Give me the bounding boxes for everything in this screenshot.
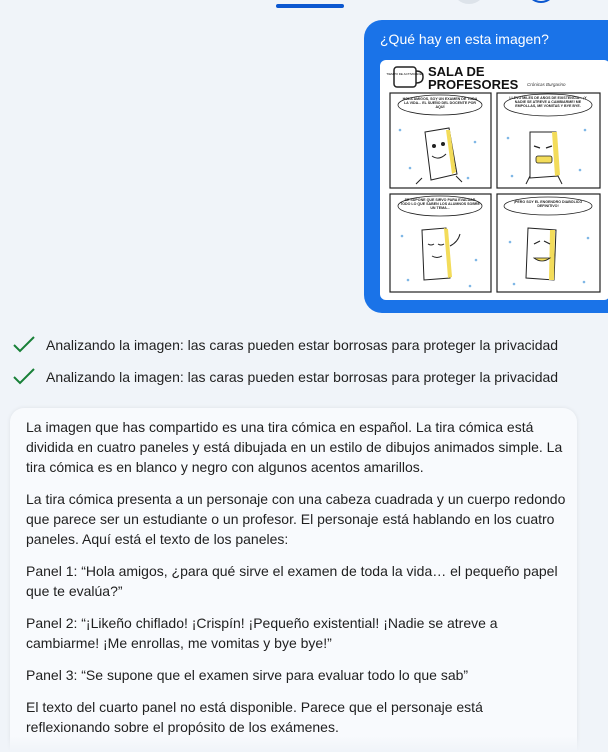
bottom-fade xyxy=(0,736,608,752)
account-icon[interactable] xyxy=(526,0,556,3)
model-response-card xyxy=(10,408,577,752)
status-text-2: Analizando la imagen: las caras pueden estar borrosas para proteger la privacidad xyxy=(46,369,559,385)
mug-label: TIEMPO DE ACTIVIDADES xyxy=(386,72,424,76)
response-paragraph-4: Panel 2: “¡Likeño chiflado! ¡Crispín! ¡Pequeño existential! ¡Nadie se atreve a cambiarme! ¡Me enrollas, me vomitas y bye bye!” xyxy=(26,615,498,651)
top-tab-bar xyxy=(0,0,608,14)
user-prompt-text: ¿Qué hay en esta imagen? xyxy=(380,31,549,47)
paper-character-4 xyxy=(526,228,556,280)
panel-2-speech: LLEVO MILES DE AÑOS DE EXISTENCIA... ¡Y NADIE SE ATREVE A CAMBIARME! ME EMPOLLAS, ME VOMITAS Y BYE BYE. xyxy=(509,96,587,108)
panel-1-speech: HOLA AMIGOS, SOY UN EXAMEN DE TODA LA VIDA... EL SUEÑO DEL DOCENTE POR AQUÍ xyxy=(402,97,478,109)
comic-title-line1: SALA DE xyxy=(428,64,485,79)
response-paragraph-2: La tira cómica presenta a un personaje con una cabeza cuadrada y un cuerpo redondo que parece ser un estudiante o un profesor. El personaje está hablando en los cuatro paneles. Aquí está el texto de los paneles: xyxy=(26,491,566,547)
uploaded-comic-image[interactable] xyxy=(380,60,608,300)
response-paragraph-6: El texto del cuarto panel no está disponible. Parece que el personaje está reflexionando sobre el propósito de los exámenes. xyxy=(26,699,483,735)
status-row-2 xyxy=(12,365,558,389)
active-tab-indicator xyxy=(276,4,344,8)
checkmark-icon xyxy=(12,333,36,357)
paper-character-2 xyxy=(526,132,562,184)
mug-icon xyxy=(386,67,423,87)
comic-brand: Crónicas Burgarino xyxy=(527,82,566,87)
response-paragraph-3: Panel 1: “Hola amigos, ¿para qué sirve el examen de toda la vida… el pequeño papel que te evalúa?” xyxy=(26,563,558,599)
panel-3-speech: SE SUPONE QUE SIRVO PARA EVALUAR TODO LO QUE SABEN LOS ALUMNOS SOBRE UN TEMA... xyxy=(400,198,480,210)
checkmark-icon xyxy=(12,365,36,389)
user-message-bubble xyxy=(364,20,608,313)
comic-title-line2: PROFESORES xyxy=(428,77,519,92)
response-paragraph-1: La imagen que has compartido es una tira cómica en español. La tira cómica está dividida en cuatro paneles y está dibujada en un estilo de dibujos animados simple. La tira cómica es en blanco y negro con algunos acentos amarillos. xyxy=(26,419,563,475)
response-paragraph-5: Panel 3: “Se supone que el examen sirve para evaluar todo lo que sab” xyxy=(26,667,469,683)
status-text-1: Analizando la imagen: las caras pueden estar borrosas para proteger la privacidad xyxy=(46,337,559,353)
comic-strip-graphic xyxy=(380,60,608,300)
panel-4-speech: ¡PERO SOY EL ENGENDRO DIABÓLICO DEFINITIVO! xyxy=(513,200,583,208)
status-row-1 xyxy=(12,333,558,357)
avatar-button[interactable] xyxy=(452,0,486,4)
